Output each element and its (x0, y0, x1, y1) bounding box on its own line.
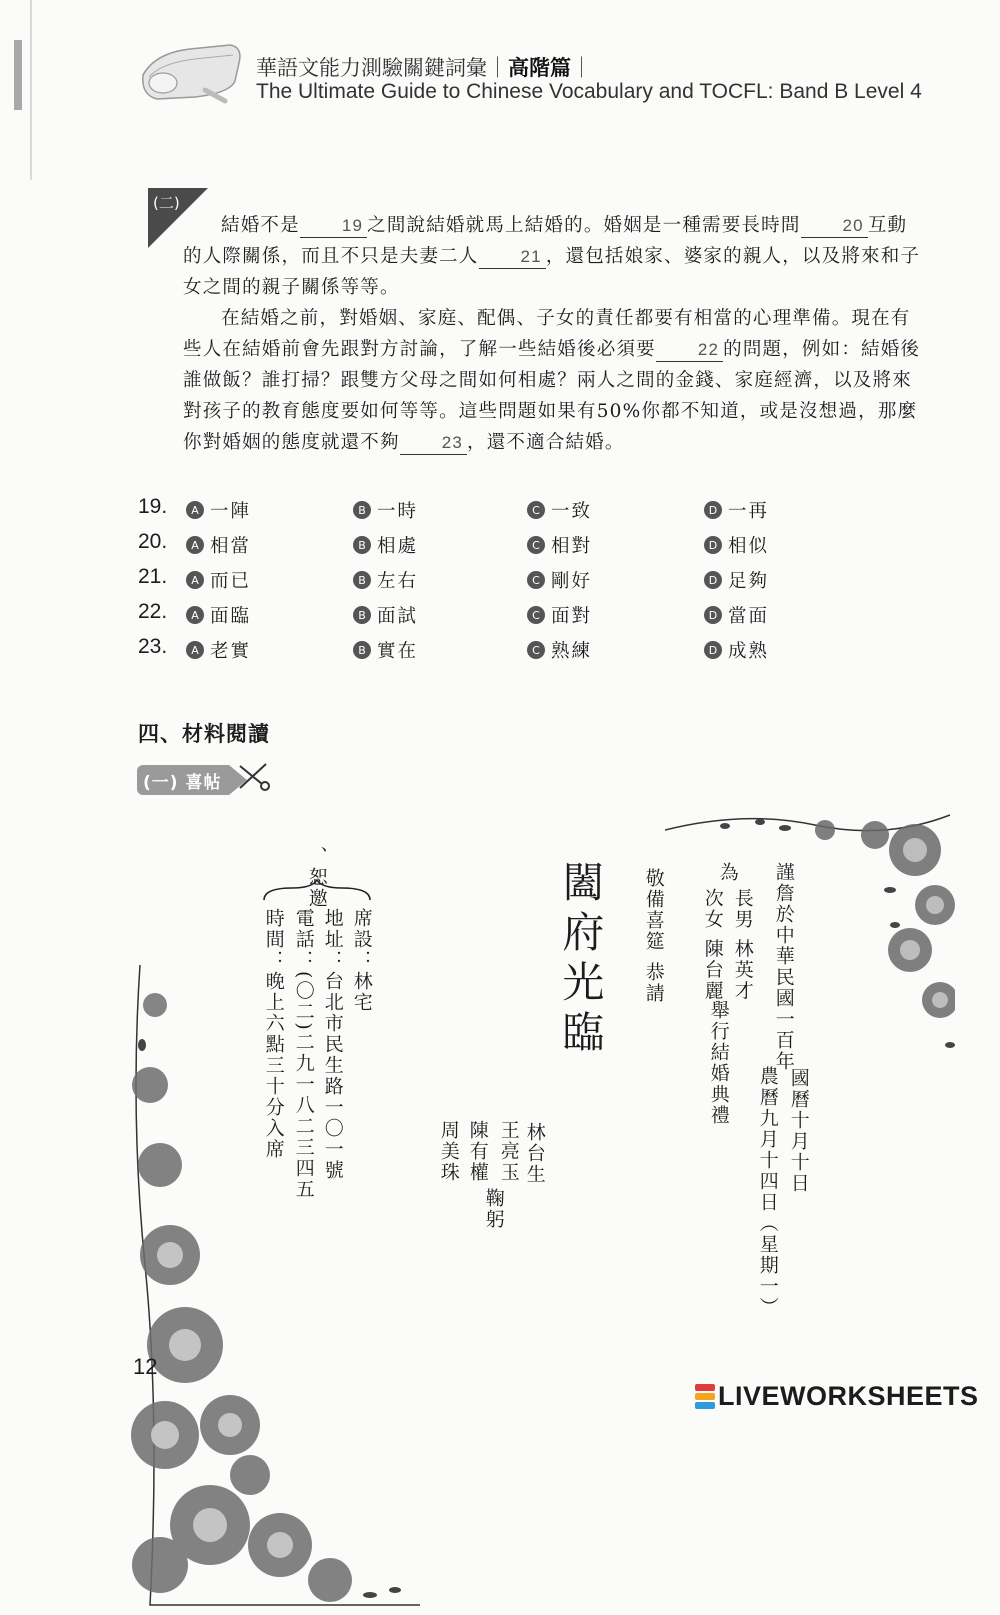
choice-letter-badge: B (353, 536, 371, 554)
choice-text: 老實 (210, 641, 252, 662)
invite-host-3: 陳有權 (466, 1120, 489, 1183)
invite-date-lunar: 農曆九月十四日（星期一） (756, 1066, 779, 1318)
question-row (138, 530, 958, 565)
invite-address: 地址：台北市民生路一〇一號 (321, 908, 344, 1181)
invite-date-intro: 謹詹於中華民國一百年 (772, 862, 795, 1072)
question-row (138, 600, 958, 635)
choice-text: 熟練 (551, 641, 593, 662)
choice-c[interactable] (527, 567, 592, 593)
choice-text: 面對 (551, 606, 593, 627)
question-row (138, 565, 958, 600)
passage-paragraph-2: 在結婚之前，對婚姻、家庭、配偶、子女的責任都要有相當的心理準備。現在有些人在結婚前會先跟對方討論，了解一些結婚後必須要 22 的問題，例如：結婚後誰做飯？誰打掃？跟雙方父母之間如何相處？兩人之間的金錢、家庭經濟，以及將來對孩子的教育態度要如何等等。這些問題如果有50%你都不知道，或是沒想過，那麼你對婚姻的態度就還不夠 23 ，還不適合結婚。 (183, 308, 921, 453)
choice-text: 面試 (377, 606, 419, 627)
section-tab-label: (二) (153, 194, 180, 212)
choice-letter-badge: B (353, 606, 371, 624)
passage-paragraph-1: 結婚不是 19 之間說結婚就馬上結婚的。婚姻是一種需要長時間 20 互動的人際關係，而且不只是夫妻二人 21 ，還包括娘家、婆家的親人，以及將來和子女之間的親子關係等等。 (183, 215, 921, 298)
choice-b[interactable] (353, 637, 418, 663)
section-heading: 四、材料閱讀 (138, 722, 270, 746)
choice-a[interactable] (186, 532, 251, 558)
choice-text: 相處 (377, 536, 419, 557)
choice-letter-badge: B (353, 641, 371, 659)
choice-letter-badge: C (527, 571, 545, 589)
choice-text: 成熟 (728, 641, 770, 662)
invite-welcome: 闔府光臨 (556, 860, 606, 1060)
invite-date-solar: 國曆十月十日 (787, 1068, 810, 1194)
question-number: 22. (138, 600, 168, 623)
choice-d[interactable] (704, 532, 769, 558)
choice-b[interactable] (353, 567, 418, 593)
invite-groom: 長男 林英才 (731, 888, 754, 1002)
choice-text: 左右 (377, 571, 419, 592)
invite-host-4: 周美珠 (437, 1120, 460, 1183)
brand-name: LIVEWORKSHEETS (718, 1381, 979, 1411)
choice-text: 而已 (210, 571, 252, 592)
choice-b[interactable] (353, 602, 418, 628)
blank-23[interactable]: 23 (400, 432, 467, 455)
answer-options (138, 495, 958, 670)
choice-letter-badge: B (353, 571, 371, 589)
choice-text: 相似 (728, 536, 770, 557)
book-icon (135, 35, 250, 105)
blank-20[interactable]: 20 (801, 215, 868, 238)
choice-c[interactable] (527, 602, 592, 628)
invite-decline: 、恕邀 (305, 846, 328, 909)
choice-b[interactable] (353, 532, 418, 558)
invite-time: 時間：晚上六點三十分入席 (262, 908, 285, 1160)
scissors-icon (236, 758, 272, 794)
invite-bride: 次女 陳台麗 (701, 888, 724, 1002)
choice-text: 實在 (377, 641, 419, 662)
choice-text: 當面 (728, 606, 770, 627)
header-title-cn: 華語文能力測驗關鍵詞彙｜高階篇｜ (256, 56, 592, 80)
invite-request: 恭請 (642, 962, 665, 1004)
choice-letter-badge: C (527, 501, 545, 519)
choice-d[interactable] (704, 637, 769, 663)
brand-logo-icon (695, 1384, 715, 1410)
question-row (138, 635, 958, 670)
invite-host-1: 林台生 (523, 1122, 546, 1185)
header-title-en: The Ultimate Guide to Chinese Vocabulary and TOCFL: Band B Level 4 (256, 80, 922, 103)
choice-text: 面臨 (210, 606, 252, 627)
choice-letter-badge: C (527, 606, 545, 624)
passage (183, 210, 923, 458)
choice-letter-badge: C (527, 536, 545, 554)
invite-for: 為 (716, 862, 739, 883)
choice-letter-badge: A (186, 501, 204, 519)
choice-letter-badge: D (704, 606, 722, 624)
choice-letter-badge: D (704, 641, 722, 659)
blank-21[interactable]: 21 (479, 246, 546, 269)
choice-letter-badge: A (186, 641, 204, 659)
choice-text: 一時 (377, 501, 419, 522)
question-row (138, 495, 958, 530)
choice-a[interactable] (186, 637, 251, 663)
brace-decoration (262, 878, 372, 902)
choice-letter-badge: D (704, 501, 722, 519)
choice-text: 一再 (728, 501, 770, 522)
invite-banquet: 敬備喜筵 (642, 868, 665, 952)
invite-venue: 席設：林宅 (350, 908, 373, 1013)
choice-d[interactable] (704, 497, 769, 523)
page-number: 12 (133, 1354, 158, 1379)
invite-bow: 鞠躬 (482, 1188, 505, 1230)
choice-c[interactable] (527, 532, 592, 558)
choice-letter-badge: A (186, 571, 204, 589)
choice-b[interactable] (353, 497, 418, 523)
invite-ceremony: 舉行結婚典禮 (707, 1000, 730, 1126)
choice-a[interactable] (186, 567, 251, 593)
choice-text: 一陣 (210, 501, 252, 522)
choice-a[interactable] (186, 497, 251, 523)
question-number: 20. (138, 530, 168, 553)
choice-a[interactable] (186, 602, 251, 628)
choice-text: 一致 (551, 501, 593, 522)
question-number: 19. (138, 495, 168, 518)
subsection-tag: (一) 喜帖 (137, 765, 229, 795)
choice-text: 足夠 (728, 571, 770, 592)
choice-letter-badge: A (186, 606, 204, 624)
choice-text: 相當 (210, 536, 252, 557)
choice-text: 剛好 (551, 571, 593, 592)
blank-22[interactable]: 22 (656, 339, 723, 362)
choice-d[interactable] (704, 602, 769, 628)
choice-c[interactable] (527, 637, 592, 663)
choice-d[interactable] (704, 567, 769, 593)
choice-letter-badge: B (353, 501, 371, 519)
scan-artifact (30, 0, 32, 180)
choice-text: 相對 (551, 536, 593, 557)
choice-c[interactable] (527, 497, 592, 523)
question-number: 23. (138, 635, 168, 658)
choice-letter-badge: D (704, 571, 722, 589)
blank-19[interactable]: 19 (300, 215, 367, 238)
scan-artifact (14, 40, 22, 110)
brand-footer[interactable] (695, 1381, 979, 1412)
question-number: 21. (138, 565, 168, 588)
invite-phone: 電話：(〇二)二九一八二三四五 (292, 908, 315, 1200)
choice-letter-badge: C (527, 641, 545, 659)
choice-letter-badge: A (186, 536, 204, 554)
choice-letter-badge: D (704, 536, 722, 554)
invite-host-2: 王亮玉 (497, 1120, 520, 1183)
